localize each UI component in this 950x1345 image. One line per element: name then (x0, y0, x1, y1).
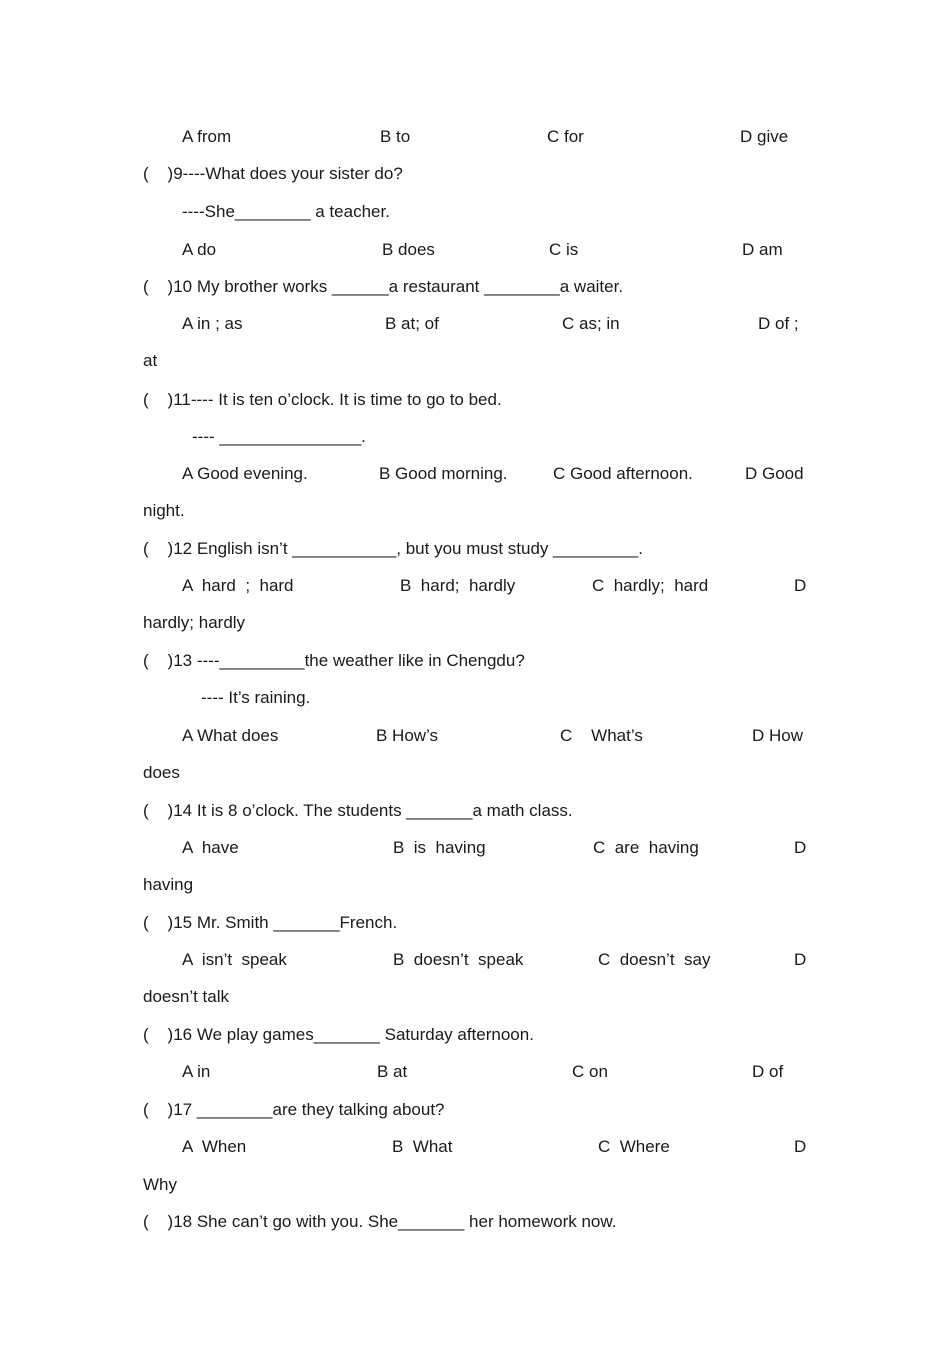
q10-option-c: C as; in (562, 314, 620, 333)
q11-option-c: C Good afternoon. (553, 464, 693, 483)
q13-option-d-wrap: does (143, 763, 180, 782)
q13-option-d: D How (752, 726, 804, 745)
q11-option-d-wrap: night. (143, 501, 185, 520)
q16-stem: ( )16 We play games_______ Saturday afternoon. (143, 1025, 534, 1044)
q9-option-b: B does (382, 240, 435, 259)
q17-stem: ( )17 ________are they talking about? (143, 1100, 445, 1119)
q17-option-d: D (794, 1137, 807, 1156)
q12-option-b: B hard; hardly (400, 576, 516, 595)
q10-option-a: A in ; as (182, 314, 243, 333)
q8-option-b: B to (380, 127, 411, 146)
q16-option-a: A in (182, 1062, 211, 1081)
q10-option-d-wrap: at (143, 351, 158, 370)
q14-option-c: C are having (593, 838, 699, 857)
q17-option-b: B What (392, 1137, 453, 1156)
q10-option-b: B at; of (385, 314, 439, 333)
q13-option-c: C What’s (560, 726, 643, 745)
q15-option-d-wrap: doesn’t talk (143, 987, 229, 1006)
q14-stem: ( )14 It is 8 o’clock. The students _______a math class. (143, 801, 573, 820)
q15-option-c: C doesn’t say (598, 950, 711, 969)
q11-answer-line: ---- _______________. (192, 427, 366, 446)
q12-option-a: A hard ; hard (182, 576, 294, 595)
q17-option-c: C Where (598, 1137, 670, 1156)
q11-option-b: B Good morning. (379, 464, 508, 483)
q14-option-a: A have (182, 838, 239, 857)
q12-option-d: D (794, 576, 807, 595)
q16-option-b: B at (377, 1062, 408, 1081)
q11-option-d: D Good (745, 464, 804, 483)
q8-option-d: D give (740, 127, 789, 146)
q18-stem: ( )18 She can’t go with you. She_______ her homework now. (143, 1212, 617, 1231)
q10-stem: ( )10 My brother works ______a restaurant ________a waiter. (143, 277, 624, 296)
q9-option-c: C is (549, 240, 579, 259)
q8-option-c: C for (547, 127, 584, 146)
q15-stem: ( )15 Mr. Smith _______French. (143, 913, 398, 932)
q15-option-a: A isn’t speak (182, 950, 287, 969)
q17-option-a: A When (182, 1137, 247, 1156)
q9-option-d: D am (742, 240, 783, 259)
q8-option-a: A from (182, 127, 232, 146)
q17-option-d-wrap: Why (143, 1175, 177, 1194)
q12-stem: ( )12 English isn’t ___________, but you must study _________. (143, 539, 643, 558)
q13-option-b: B How’s (376, 726, 439, 745)
q15-option-d: D (794, 950, 807, 969)
q16-option-d: D of (752, 1062, 784, 1081)
q9-option-a: A do (182, 240, 217, 259)
q12-option-d-wrap: hardly; hardly (143, 613, 246, 632)
q9-answer-line: ----She________ a teacher. (182, 202, 390, 221)
q11-stem: ( )11---- It is ten o’clock. It is time to go to bed. (143, 390, 502, 409)
q12-option-c: C hardly; hard (592, 576, 709, 595)
q14-option-d-wrap: having (143, 875, 194, 894)
q16-option-c: C on (572, 1062, 608, 1081)
q13-stem: ( )13 ----_________the weather like in Chengdu? (143, 651, 525, 670)
q10-option-d: D of ; (758, 314, 799, 333)
q11-option-a: A Good evening. (182, 464, 308, 483)
q13-answer-line: ---- It’s raining. (201, 688, 311, 707)
q9-stem: ( )9----What does your sister do? (143, 164, 403, 183)
q14-option-b: B is having (393, 838, 486, 857)
q15-option-b: B doesn’t speak (393, 950, 524, 969)
q13-option-a: A What does (182, 726, 279, 745)
q14-option-d: D (794, 838, 807, 857)
